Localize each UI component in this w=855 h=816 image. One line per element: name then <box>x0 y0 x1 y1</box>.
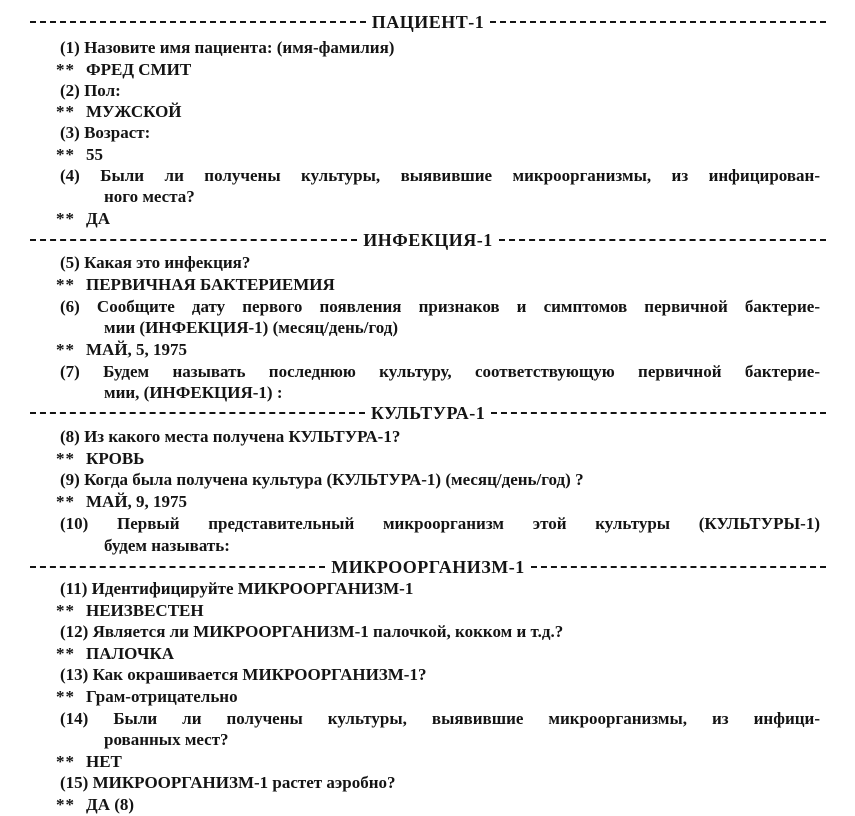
dashed-rule <box>30 566 325 568</box>
section-divider-culture <box>30 403 826 423</box>
dashed-rule <box>491 412 826 414</box>
section-title-culture: КУЛЬТУРА-1 <box>370 403 486 423</box>
dashed-rule <box>30 21 366 23</box>
answer-marker: ** <box>56 687 75 706</box>
answer-12-text: ПАЛОЧКА <box>86 644 175 663</box>
answer-marker: ** <box>56 601 75 620</box>
question-12: (12) Является ли МИКРООРГАНИЗМ-1 палочкой, кокком и т.д.? <box>60 622 564 641</box>
answer-14 <box>56 752 122 772</box>
answer-14-text: НЕТ <box>86 752 122 771</box>
answer-5-text: ПЕРВИЧНАЯ БАКТЕРИЕМИЯ <box>86 275 335 294</box>
answer-5 <box>56 275 335 295</box>
section-divider-organism <box>30 557 826 577</box>
answer-marker: ** <box>56 795 75 814</box>
question-11: (11) Идентифицируйте МИКРООРГАНИЗМ-1 <box>60 579 414 598</box>
answer-3 <box>56 145 103 165</box>
question-9: (9) Когда была получена культура (КУЛЬТУРА-1) (месяц/день/год) ? <box>60 470 584 489</box>
answer-2 <box>56 102 182 122</box>
question-7-line-1: (7) Будем называть последнюю культуру, соответствующую первичной бактерие- <box>60 362 820 381</box>
question-4-line-2: ного места? <box>104 187 195 206</box>
dashed-rule <box>490 21 826 23</box>
section-title-organism: МИКРООРГАНИЗМ-1 <box>331 557 525 577</box>
section-divider-infection <box>30 230 826 250</box>
question-5: (5) Какая это инфекция? <box>60 253 251 272</box>
answer-marker: ** <box>56 60 75 79</box>
answer-13-text: Грам-отрицательно <box>86 687 238 706</box>
answer-4 <box>56 209 110 229</box>
answer-9-text: МАЙ, 9, 1975 <box>86 492 188 511</box>
answer-4-text: ДА <box>86 209 110 228</box>
answer-1 <box>56 60 191 80</box>
question-4-line-1: (4) Были ли получены культуры, выявившие микроорганизмы, из инфицирован- <box>60 166 820 185</box>
answer-6 <box>56 340 187 360</box>
answer-8-text: КРОВЬ <box>86 449 145 468</box>
question-8: (8) Из какого места получена КУЛЬТУРА-1? <box>60 427 401 446</box>
answer-marker: ** <box>56 449 75 468</box>
answer-marker: ** <box>56 752 75 771</box>
question-13: (13) Как окрашивается МИКРООРГАНИЗМ-1? <box>60 665 427 684</box>
answer-marker: ** <box>56 340 75 359</box>
question-7-line-2: мии, (ИНФЕКЦИЯ-1) : <box>104 383 283 402</box>
answer-11 <box>56 601 204 621</box>
answer-1-text: ФРЕД СМИТ <box>86 60 192 79</box>
question-1: (1) Назовите имя пациента: (имя-фамилия) <box>60 38 395 57</box>
question-6-line-1: (6) Сообщите дату первого появления признаков и симптомов первичной бактерие- <box>60 297 820 316</box>
answer-marker: ** <box>56 492 75 511</box>
answer-6-text: МАЙ, 5, 1975 <box>86 340 188 359</box>
answer-8 <box>56 449 144 469</box>
answer-marker: ** <box>56 275 75 294</box>
question-15: (15) МИКРООРГАНИЗМ-1 растет аэробно? <box>60 773 396 792</box>
answer-marker: ** <box>56 145 75 164</box>
question-10-line-1: (10) Первый представительный микроорганизм этой культуры (КУЛЬТУРЫ-1) <box>60 514 820 533</box>
question-2: (2) Пол: <box>60 81 121 100</box>
dashed-rule <box>531 566 826 568</box>
question-6-line-2: мии (ИНФЕКЦИЯ-1) (месяц/день/год) <box>104 318 399 337</box>
answer-15 <box>56 795 134 815</box>
dashed-rule <box>30 412 365 414</box>
answer-marker: ** <box>56 102 75 121</box>
question-14-line-2: рованных мест? <box>104 730 229 749</box>
question-14-line-1: (14) Были ли получены культуры, выявившие микроорганизмы, из инфици- <box>60 709 820 728</box>
answer-9 <box>56 492 187 512</box>
question-3: (3) Возраст: <box>60 123 151 142</box>
section-title-infection: ИНФЕКЦИЯ-1 <box>363 230 493 250</box>
answer-marker: ** <box>56 209 75 228</box>
question-10-line-2: будем называть: <box>104 536 230 555</box>
answer-marker: ** <box>56 644 75 663</box>
answer-2-text: МУЖСКОЙ <box>86 102 182 121</box>
dashed-rule <box>499 239 826 241</box>
answer-15-text: ДА (8) <box>86 795 135 814</box>
answer-13 <box>56 687 238 707</box>
answer-11-text: НЕИЗВЕСТЕН <box>86 601 204 620</box>
section-title-patient: ПАЦИЕНТ-1 <box>371 12 485 32</box>
dashed-rule <box>30 239 357 241</box>
answer-3-text: 55 <box>86 145 103 164</box>
answer-12 <box>56 644 174 664</box>
section-divider-patient <box>30 12 826 32</box>
